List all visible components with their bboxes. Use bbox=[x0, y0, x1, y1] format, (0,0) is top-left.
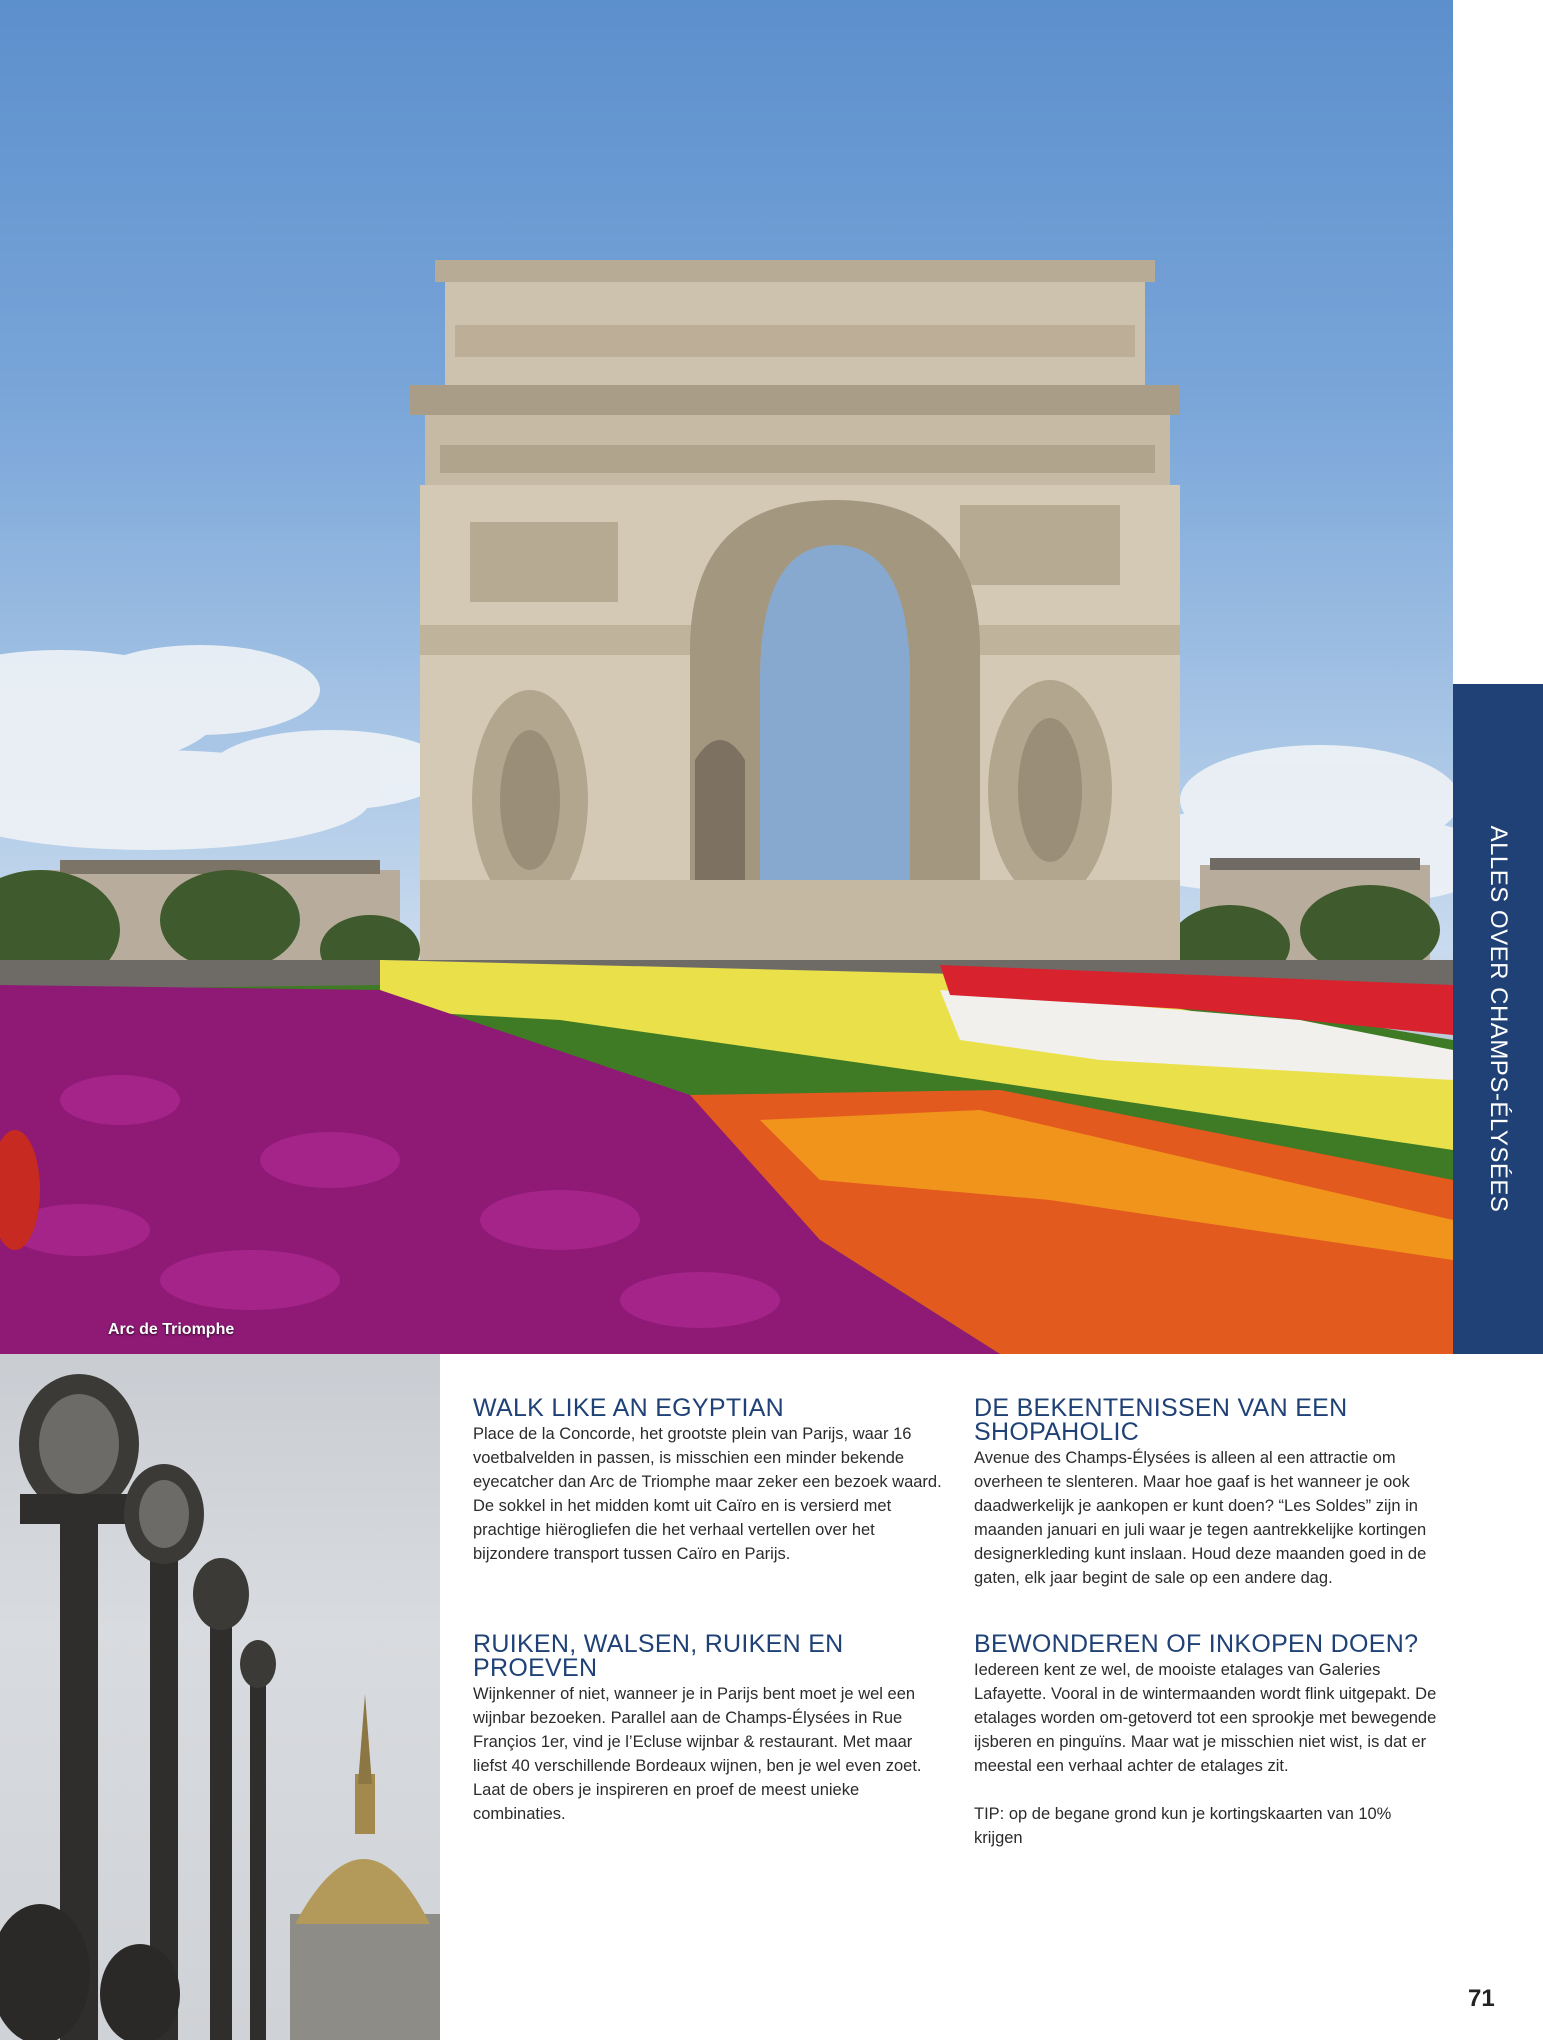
article-ruiken-walsen bbox=[473, 1632, 943, 1826]
article-body: Avenue des Champs-Élysées is alleen al een attractie om overheen te slenteren. Maar hoe gaaf is het wanneer je ook daadwerkelijk je aankopen er kunt doen? “Les Soldes” zijn in maanden januari en juli waar je tegen aantrekkelijke kortingen designerkleding kunt inslaan. Houd deze maanden goed in de gaten, elk jaar begint de sale op een andere dag. bbox=[974, 1449, 1427, 1587]
side-tab-label: ALLES OVER CHAMPS-ÉLYSÉES bbox=[1485, 825, 1512, 1213]
hero-caption: Arc de Triomphe bbox=[108, 1321, 235, 1338]
article-shopaholic bbox=[974, 1396, 1444, 1590]
bridge-illustration bbox=[0, 1354, 440, 2040]
article-heading: WALK LIKE AN EGYPTIAN bbox=[473, 1394, 785, 1422]
section-side-tab bbox=[1453, 684, 1543, 1354]
article-heading: BEWONDEREN OF INKOPEN DOEN? bbox=[974, 1630, 1419, 1658]
article-walk-like-an-egyptian bbox=[473, 1396, 943, 1566]
article-heading: RUIKEN, WALSEN, RUIKEN EN PROEVEN bbox=[473, 1630, 844, 1682]
photo-bridge-lampposts bbox=[0, 1354, 440, 2040]
article-body: Iedereen kent ze wel, de mooiste etalages van Galeries Lafayette. Vooral in de wintermaanden wordt flink uitgepakt. De etalages worden om-getoverd tot een sprookje met bewegende ijsberen en pinguïns. Maar wat je misschien niet wist, is dat er meestal een verhaal achter de etalages zit. bbox=[974, 1661, 1437, 1775]
article-bewonderen bbox=[974, 1632, 1444, 1850]
article-tip: TIP: op de begane grond kun je kortingskaarten van 10% krijgen bbox=[974, 1805, 1392, 1847]
page-number: 71 bbox=[1468, 1985, 1495, 2012]
article-body: Wijnkenner of niet, wanneer je in Parijs bent moet je wel een wijnbar bezoeken. Parallel aan de Champs-Élysées in Rue Françios 1er, vind je l’Ecluse wijnbar & restaurant. Met maar liefst 40 verschillende Bordeaux wijnen, ben je wel even zoet. Laat de obers je inspireren en proef de meest unieke combinaties. bbox=[473, 1685, 922, 1823]
article-body: Place de la Concorde, het grootste plein van Parijs, waar 16 voetbalvelden in passen, is misschien een minder bekende eyecatcher dan Arc de Triomphe maar zeker een bezoek waard. De sokkel in het midden komt uit Caïro en is versierd met prachtige hiërogliefen die het verhaal vertellen over het bijzondere transport tussen Caïro en Parijs. bbox=[473, 1425, 942, 1563]
article-heading: DE BEKENTENISSEN VAN EEN SHOPAHOLIC bbox=[974, 1394, 1348, 1446]
